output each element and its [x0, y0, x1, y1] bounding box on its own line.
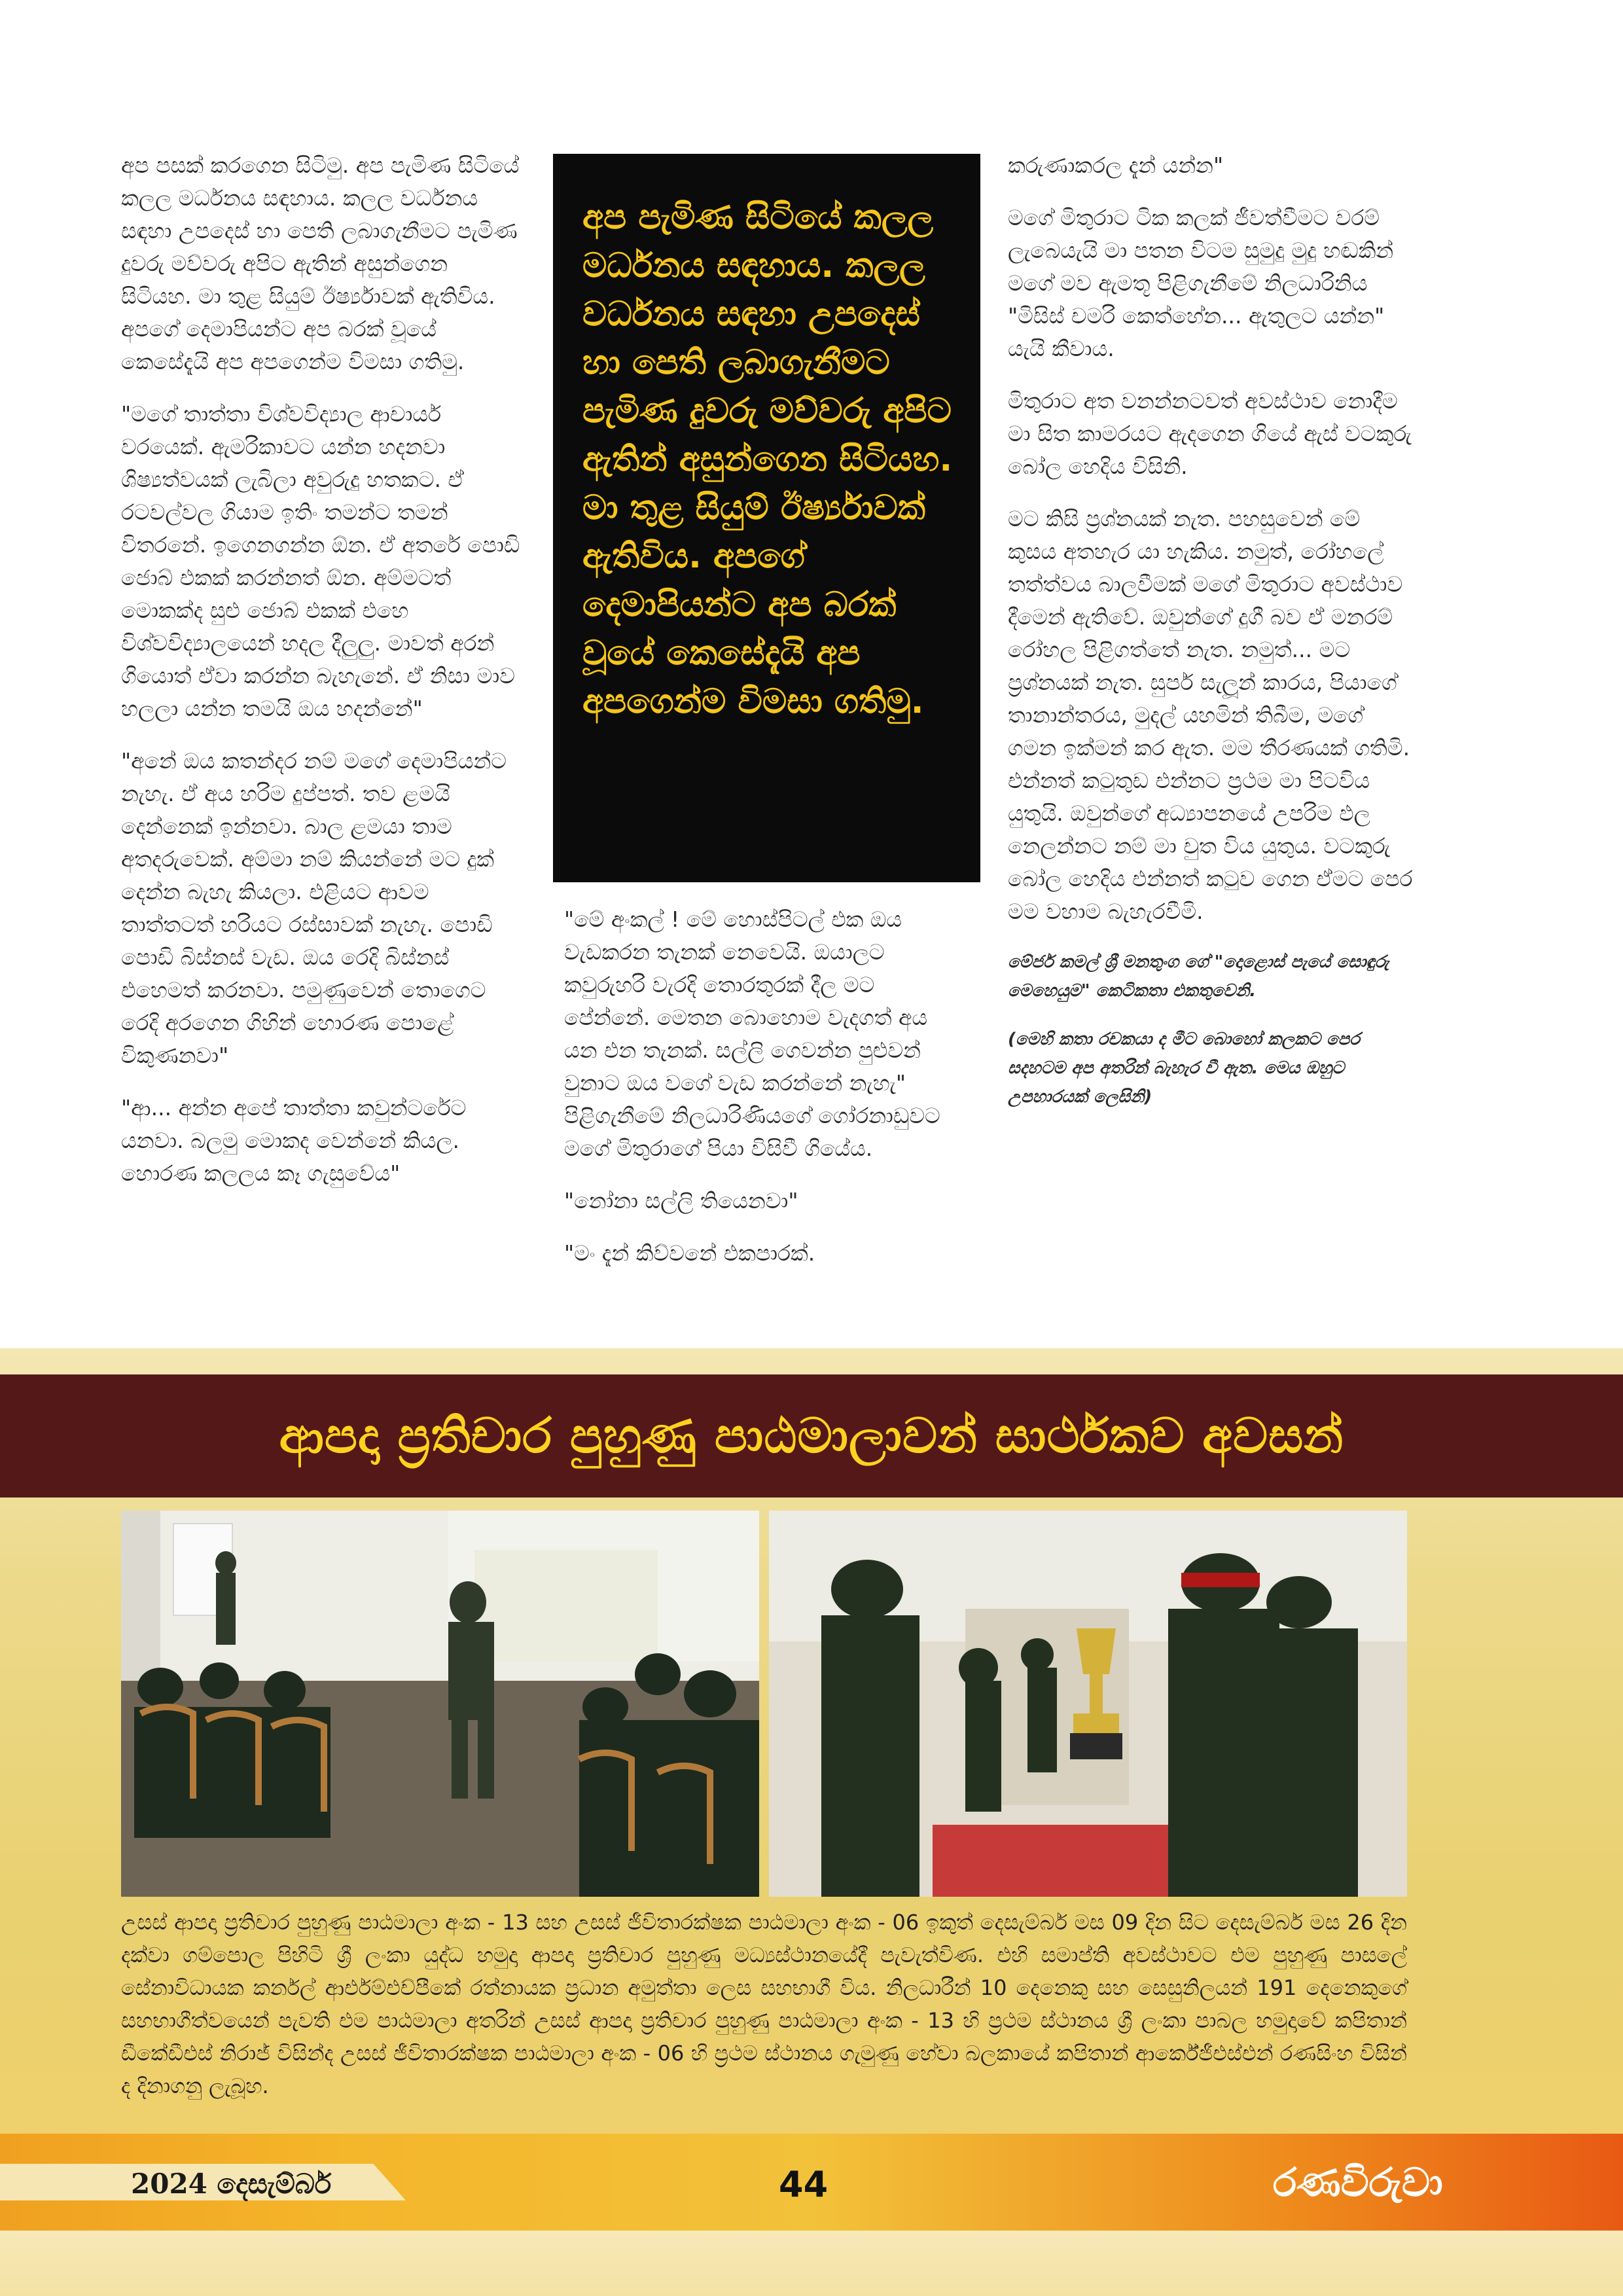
trophy-photo-image — [769, 1511, 1407, 1897]
pull-quote-text: අප පැමිණ සිටියේ කලල මර්ධනය සඳහාය. කලල වර්ධනය සඳහා උපදෙස් හා පෙති ලබාගැනීමට පැමිණ දුවරු මව්වරු අපිට ඇතින් අසුන්ගෙන සිටියහ. මා තුළ සියුම් ඊර්ෂ්‍යාවක් ඇතිවිය. අපගේ දෙමාපියන්ට අප බරක් වූයේ කෙසේදැයි අප අපගෙන්ම විමසා ගතිමු. — [582, 198, 953, 721]
paragraph: "නෝනා සල්ලි තියෙනවා" — [564, 1188, 798, 1213]
news-headline: ආපදා ප්‍රතිචාර පුහුණු පාඨමාලාවන් සාර්ථකව අවසන් — [279, 1407, 1344, 1464]
paragraph: "අනේ ඔය කතන්දර නම් මගේ දෙමාපියන්ට නැහැ. ඒ අය හරිම දුප්පත්. තව ළමයි දෙන්නෙක් ඉන්නවා. බාල ළමයා තාම අතදරුවෙක්. අම්මා නම් කියන්නේ මට දුක් දෙන්න බැහැ කියලා. එළියට ආවම තාත්තටත් හරියට රස්සාවක් නැහැ. පොඩි පොඩි බිස්නස් වැඩ. ඔය රෙදි බිස්නස් එහෙමත් කරනවා. පමුණුවෙන් තොගෙට රෙදි අරගෙන ගිහින් හොරණ පොළේ විකුණනවා" — [121, 748, 507, 1068]
source-note: මේජර් කමල් ශ්‍රී මනතුංග ගේ "දොළොස් පැයේ සොඳුරු මෙහෙයුම" කෙටිකතා එකතුවෙනි. — [1008, 952, 1389, 1001]
magazine-logo: රණවිරුවා — [1273, 2160, 1443, 2206]
paragraph: කරුණාකරල දැන් යන්න" — [1008, 152, 1224, 178]
paragraph: අප පසක් කරගෙන සිටිමු. අප පැමිණ සිටියේ කලල මර්ධනය සඳහාය. කලල වර්ධනය සඳහා උපදෙස් හා පෙති ලබාගැනීමට පැමිණ දුවරු මව්වරු අපිට ඇතින් අසුන්ගෙන සිටියහ. මා තුළ සියුම් ඊර්ෂ්‍යාවක් ඇතිවිය. අපගේ දෙමාපියන්ට අප බරක් වූයේ කෙසේදැයි අප අපගෙන්ම විමසා ගතිමු. — [121, 152, 520, 374]
footer-bottom-strip — [0, 2231, 1623, 2296]
pull-quote-box — [553, 154, 980, 882]
paragraph: මට කිසි ප්‍රශ්නයක් නැත. පහසුවෙන් මේ කුසය අතහැර යා හැකිය. නමුත්, රෝහලේ තත්ත්වය බාලවීමක් මගේ මිතුරාට අවස්ථාව දීමෙන් ඇතිවේ. ඔවුන්ගේ දුගී බව ඒ මනරම් රෝහල පිළිගත්තේ නැත. නමුත්... මට ප්‍රශ්නයක් නැත. සුපර් සැලූන් කාරය, පියාගේ තානාන්තරය, මුදල් යහමින් තිබීම, මගේ ගමන ඉක්මන් කර ඇත. මම තීරණයක් ගතිමි. එන්නත් කටුතුඩ එන්නට ප්‍රථම මා පිටවිය යුතුයි. ඔවුන්ගේ අධ්‍යාපනයේ උපරිම ඵල නෙලන්නට නම් මා චුත විය යුතුය. වටකුරු බෝල හෙදිය එන්නත් කටුව ගෙන ඒමට පෙර මම වහාම බැහැරවීමි. — [1008, 506, 1413, 924]
news-caption: උසස් ආපදා ප්‍රතිචාර පුහුණු පාඨමාලා අංක - 13 සහ උසස් ජීවිතාරක්ෂක පාඨමාලා අංක - 06 ඉකුත් දෙසැම්බර් මස 09 දින සිට දෙසැම්බර් මස 26 දින දක්වා ගම්පොල පිහිටි ශ්‍රී ලංකා යුද්ධ හමුදා ආපදා ප්‍රතිචාර පුහුණු මධ්‍යස්ථානයේදී පැවැත්විණ. එහි සමාප්ති අවස්ථාවට එම පුහුණු පාසලේ සේනාවිධායක කර්නල් ආර්එම්එච්පීකේ රත්නායක ප්‍රධාන අමුත්තා ලෙස සහභාගී විය. නිලධාරීන් 10 දෙනෙකු සහ සෙසුනිලයන් 191 දෙනෙකුගේ සහභාගීත්වයෙන් පැවති එම පාඨමාලා අතරින් උසස් ආපදා ප්‍රතිචාර පුහුණු පාඨමාලා අංක - 13 හි ප්‍රථම ස්ථානය ශ්‍රී ලංකා පාබල හමුදාවේ කපිතාන් ඩීකේඩීඑස් නිරාජ් විසින්ද උසස් ජීවිතාරක්ෂක පාඨමාලා අංක - 06 හි ප්‍රථම ස්ථානය ගැමුණු හේවා බලකායේ කපිතාන් ආර්කේජීඑස්එන් රණසිංහ විසින් ද දිනාගනු ලැබූහ. — [121, 1910, 1407, 2098]
news-headline-band — [0, 1374, 1623, 1498]
page-number: 44 — [779, 2164, 829, 2205]
article-column-1 — [121, 149, 520, 1210]
article-column-3 — [1008, 149, 1414, 1131]
tribute-note: (මෙහි කතා රචකයා ද මීට බොහෝ කලකට පෙර සදහටම අප අතරින් බැහැර වී ඇත. මෙය ඔහුට උපහාරයක් ලෙසිනි) — [1008, 1030, 1360, 1107]
paragraph: "මං දැන් කිව්වනේ එකපාරක්. — [564, 1240, 815, 1266]
paragraph: "මේ අංකල් ! මේ හොස්පිටල් එක ඔය වැඩකරන තැනක් නෙවෙයි. ඔයාලට කවුරුහරි වැරදි තොරතුරක් දීල මට පේන්නේ. මෙතන බොහොම වැදගත් අය යන එන තැනක්. සල්ලි ගෙවන්න පුළුවන් වුනාට ඔය වගේ වැඩ කරන්නේ නැහැ" පිළිගැනීමේ නිලධාරිණියගේ ගෝරනාඩුවට මගේ මිතුරාගේ පියා විසිවී ගියේය. — [564, 906, 940, 1161]
paragraph: "ආ... අන්න අපේ තාත්තා කවුන්ටරේට යනවා. බලමු මොකද වෙන්නේ කියල. හොරණ කලලය කෑ ගැසුවේය" — [121, 1095, 467, 1186]
paragraph: මගේ මිතුරාට ටික කලක් ජීවත්වීමට වරම් ලැබෙයැයි මා පතන විටම සුමුදු මුදු හඬකින් මගේ මව ඇමතූ පිළිගැනීමේ නිලධාරිනිය "මිසිස් චමරි කෙත්හේන... ඇතුලට යන්න" යැයි කීවාය. — [1008, 205, 1394, 361]
article-column-2 — [564, 903, 957, 1289]
lecture-photo — [121, 1511, 759, 1897]
paragraph: මිතුරාට අත වනන්නටවත් අවස්ථාව නොදීම මා සිත කාමරයට ඇදගෙන ගියේ ඇස් වටකුරු බෝල හෙදිය විසිනි. — [1008, 388, 1412, 479]
paragraph: "මගේ තාත්තා විශ්වවිද්‍යාල ආචාර්ය වරයෙක්. ඇමරිකාවට යන්න හදනවා ශිෂ්‍යත්වයක් ලැබිලා අවුරුදු හතකට. ඒ රටවල්වල ගියාම ඉතිං තමන්ට තමන් විතරනේ. ඉගෙනගන්න ඕන. ඒ අතරේ පොඩි ජොබ් එකක් කරන්නත් ඕන. අම්මටත් මොකක්ද සුළු ජොබ් එකක් එහෙ විශ්වවිද්‍යාලයෙන් හදල දීලුලු. මාවත් අරන් ගියොත් ඒවා කරන්න බැහැනේ. ඒ නිසා මාව හලලා යන්න තමයි ඔය හදන්නේ" — [121, 401, 520, 721]
issue-date: 2024 දෙසැම්බර් — [131, 2168, 332, 2200]
trophy-photo — [769, 1511, 1407, 1897]
lecture-photo-image — [121, 1511, 759, 1897]
